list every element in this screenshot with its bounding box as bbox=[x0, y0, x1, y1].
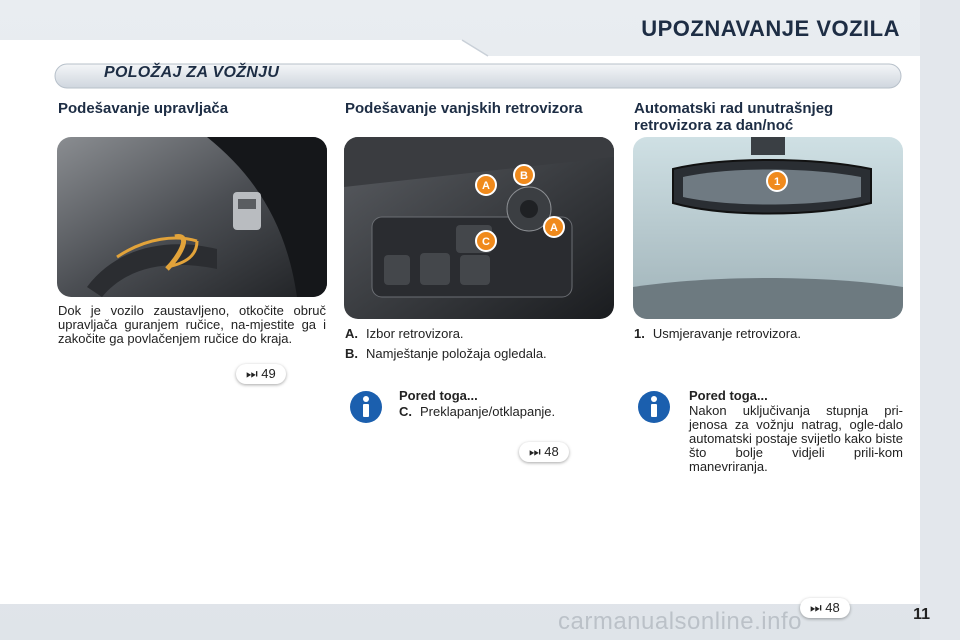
svg-text:A: A bbox=[550, 222, 558, 234]
svg-text:B: B bbox=[520, 170, 528, 182]
mirror-adjust-title: Podešavanje vanjskih retrovizora bbox=[345, 100, 583, 117]
page-ref-49[interactable]: ⏭ 49 bbox=[236, 364, 286, 384]
callout-c-2 bbox=[476, 231, 496, 251]
watermark: carmanualsonline.info bbox=[558, 608, 802, 635]
page-header-title: UPOZNAVANJE VOZILA bbox=[641, 16, 900, 41]
callout-1 bbox=[767, 171, 787, 191]
info-icon bbox=[637, 390, 671, 424]
page-number: 11 bbox=[913, 606, 930, 623]
mirror-controls-photo bbox=[344, 137, 614, 319]
svg-text:C: C bbox=[482, 236, 490, 248]
mirror-item-a: A. Izbor retrovizora. bbox=[345, 326, 464, 341]
info-icon bbox=[349, 390, 383, 424]
interior-mirror-title: Automatski rad unutrašnjeg retrovizora za dan/noć bbox=[634, 100, 834, 134]
callout-a-3 bbox=[544, 217, 564, 237]
interior-mirror-info-text: Nakon uključivanja stupnja pri-jenosa za vožnju natrag, ogle-dalo automatski postaje svijetlo kako biste što bolje vidjeli prili-kom manevriranja. bbox=[689, 403, 903, 474]
callout-b-1 bbox=[514, 165, 534, 185]
steering-adjust-title: Podešavanje upravljača bbox=[58, 100, 229, 117]
mirror-info-item-c: C. Preklapanje/otklapanje. bbox=[399, 404, 556, 419]
interior-mirror-item-1: 1. Usmjeravanje retrovizora. bbox=[634, 326, 801, 341]
callout-a-0 bbox=[476, 175, 496, 195]
svg-text:1: 1 bbox=[773, 176, 781, 188]
steering-adjust-text: Dok je vozilo zaustavljeno, otkočite obruč upravljača guranjem ručice, na-mjestite ga i zakočite ga povlačenjem ručice do kraja. bbox=[58, 303, 326, 346]
interior-mirror-photo bbox=[633, 137, 903, 319]
steering-lever-photo bbox=[57, 137, 327, 297]
mirror-info-heading: Pored toga... bbox=[399, 388, 478, 403]
mirror-item-b: B. Namještanje položaja ogledala. bbox=[345, 346, 547, 361]
page-ref-48-mirror[interactable]: ⏭ 48 bbox=[519, 442, 569, 462]
section-title: POLOŽAJ ZA VOŽNJU bbox=[104, 64, 280, 81]
svg-text:A: A bbox=[482, 180, 490, 192]
interior-mirror-info-heading: Pored toga... bbox=[689, 388, 768, 403]
page-ref-48-footer[interactable]: ⏭ 48 bbox=[800, 598, 850, 618]
